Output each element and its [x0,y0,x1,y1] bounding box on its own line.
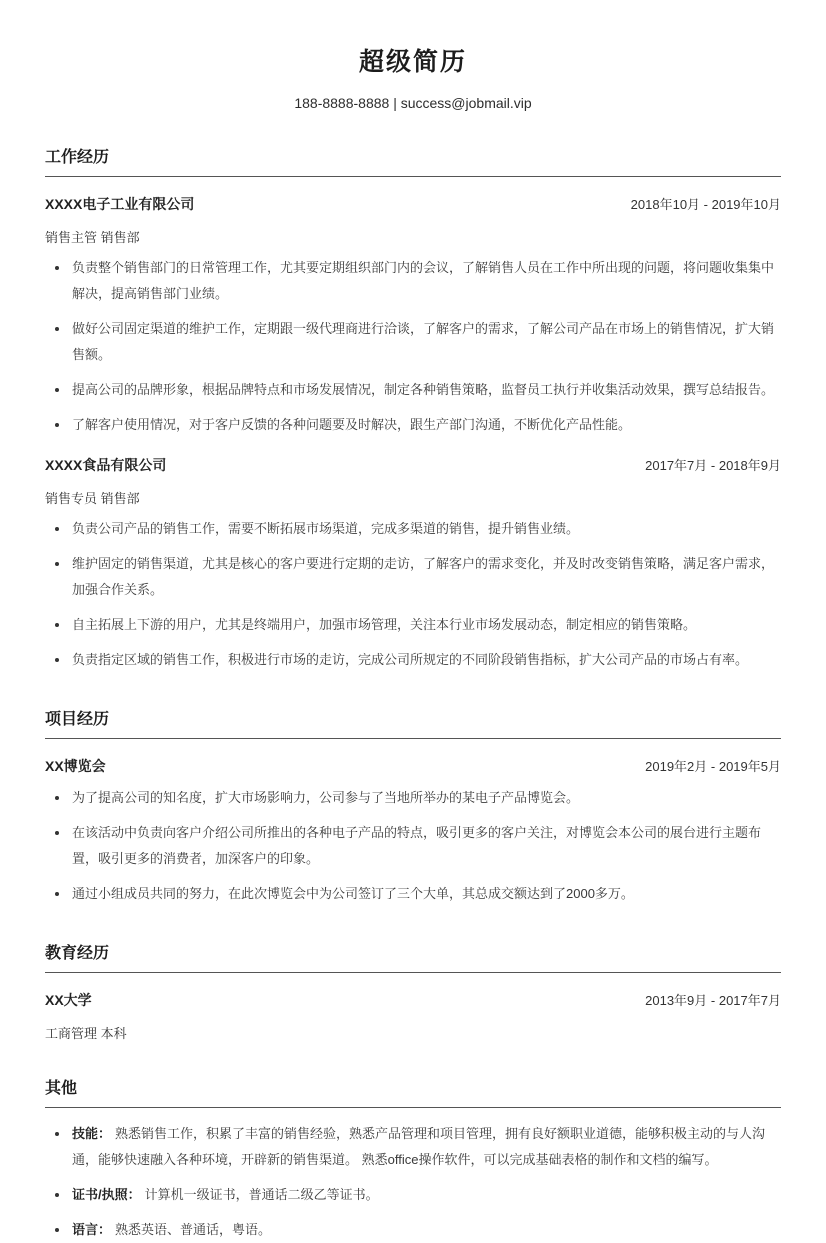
job-role: 销售专员 销售部 [45,490,140,506]
work-bullet-list [45,255,781,438]
section-heading-other: 其他 [45,1075,781,1108]
certificates-label: 证书/执照： [72,1187,141,1203]
bullet-item-certificates [45,1182,781,1208]
bullet-item: 维护固定的销售渠道，尤其是核心的客户要进行定期的走访，了解客户的需求变化，并及时改变销售策略，满足客户需求，加强合作关系。 [45,551,781,603]
employment-dates: 2017年7月 - 2018年9月 [645,457,781,473]
project-entry-header [45,756,781,776]
section-work-experience [45,144,781,673]
employment-dates: 2018年10月 - 2019年10月 [630,196,781,212]
work-entry [45,194,781,438]
skills-label: 技能： [72,1126,112,1142]
education-entry [45,990,781,1042]
section-other [45,1075,781,1243]
company-name: XXXX电子工业有限公司 [45,195,195,212]
project-dates: 2019年2月 - 2019年5月 [645,758,781,774]
degree-detail: 工商管理 本科 [45,1025,127,1041]
skills-text: 熟悉销售工作，积累了丰富的销售经验，熟悉产品管理和项目管理，拥有良好额职业道德，能够积极主动的与人沟通，能够快速融入各种环境，开辟新的销售渠道。 熟悉office操作软件，可以完成基础表格的制作和文档的编写。 [72,1126,766,1168]
education-dates: 2013年9月 - 2017年7月 [645,992,781,1008]
other-bullet-list [45,1121,781,1243]
resume-header [45,42,781,111]
project-entry [45,756,781,907]
work-entry-header [45,194,781,214]
job-role: 销售主管 销售部 [45,229,140,245]
bullet-item: 了解客户使用情况，对于客户反馈的各种问题要及时解决，跟生产部门沟通，不断优化产品性能。 [45,412,781,438]
bullet-item-skills [45,1121,781,1173]
section-heading-education: 教育经历 [45,940,781,973]
bullet-item: 在该活动中负责向客户介绍公司所推出的各种电子产品的特点，吸引更多的客户关注，对博览会本公司的展台进行主题布置，吸引更多的消费者，加深客户的印象。 [45,820,781,872]
bullet-item: 通过小组成员共同的努力，在此次博览会中为公司签订了三个大单，其总成交额达到了2000多万。 [45,881,781,907]
certificates-text: 计算机一级证书，普通话二级乙等证书。 [144,1187,379,1203]
section-heading-work: 工作经历 [45,144,781,177]
section-heading-projects: 项目经历 [45,706,781,739]
company-name: XXXX食品有限公司 [45,456,167,473]
page-title: 超级简历 [358,48,467,76]
contact-info: 188-8888-8888 | success@jobmail.vip [294,94,532,111]
section-education [45,940,781,1042]
languages-label: 语言： [72,1222,112,1238]
bullet-item: 负责指定区域的销售工作，积极进行市场的走访，完成公司所规定的不同阶段销售指标，扩大公司产品的市场占有率。 [45,647,781,673]
bullet-item: 提高公司的品牌形象，根据品牌特点和市场发展情况，制定各种销售策略，监督员工执行并收集活动效果，撰写总结报告。 [45,377,781,403]
project-bullet-list [45,785,781,907]
section-project-experience [45,706,781,907]
bullet-item: 负责公司产品的销售工作，需要不断拓展市场渠道，完成多渠道的销售，提升销售业绩。 [45,516,781,542]
bullet-item: 为了提高公司的知名度，扩大市场影响力，公司参与了当地所举办的某电子产品博览会。 [45,785,781,811]
bullet-item: 做好公司固定渠道的维护工作，定期跟一级代理商进行洽谈，了解客户的需求，了解公司产品在市场上的销售情况，扩大销售额。 [45,316,781,368]
bullet-item: 自主拓展上下游的用户，尤其是终端用户，加强市场管理，关注本行业市场发展动态，制定相应的销售策略。 [45,612,781,638]
school-name: XX大学 [45,991,92,1008]
work-entry-header [45,455,781,475]
project-name: XX博览会 [45,757,106,774]
bullet-item-languages [45,1217,781,1243]
work-entry [45,455,781,673]
work-bullet-list [45,516,781,673]
languages-text: 熟悉英语、普通话，粤语。 [115,1222,272,1238]
bullet-item: 负责整个销售部门的日常管理工作，尤其要定期组织部门内的会议，了解销售人员在工作中所出现的问题，将问题收集集中解决，提高销售部门业绩。 [45,255,781,307]
education-entry-header [45,990,781,1010]
